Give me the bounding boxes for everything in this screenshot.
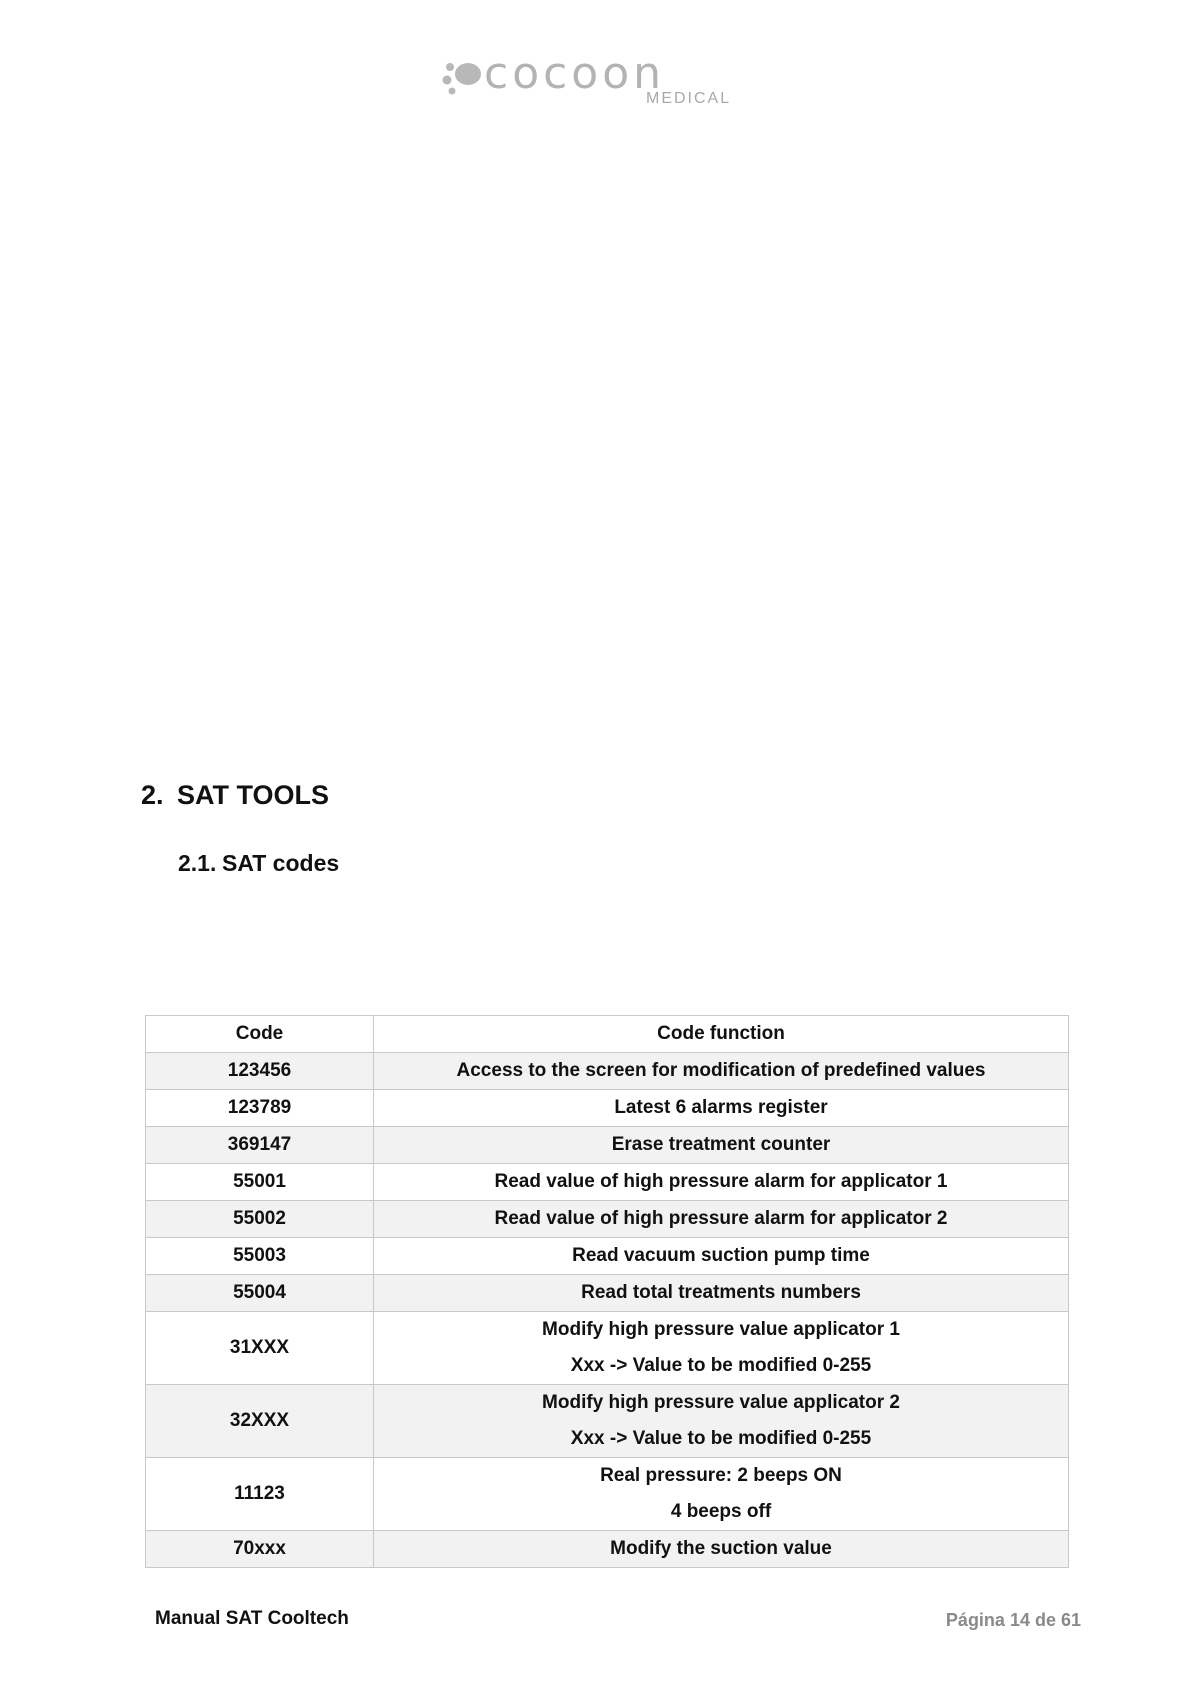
table-row [146,1458,1069,1531]
table-row [146,1127,1069,1164]
table-row [146,1090,1069,1127]
table-row [146,1531,1069,1568]
code-cell: 70xxx [146,1531,374,1568]
function-line: 4 beeps off [670,1501,772,1522]
function-line: Read value of high pressure alarm for applicator 2 [494,1208,948,1229]
logo-subtitle: MEDICAL [646,90,732,107]
code-cell: 369147 [146,1127,374,1164]
code-cell: 31XXX [146,1312,374,1385]
section-heading [141,780,329,811]
function-line: Real pressure: 2 beeps ON [600,1465,842,1486]
code-cell: 11123 [146,1458,374,1531]
function-line: Read vacuum suction pump time [572,1245,870,1266]
code-cell: 123789 [146,1090,374,1127]
logo-dots-icon [440,56,484,100]
function-cell [374,1275,1069,1312]
table-row [146,1238,1069,1275]
column-header-code-function: Code function [374,1016,1069,1053]
sat-codes-table [145,1015,1069,1568]
subsection-heading [178,850,339,877]
section-number: 2. [141,780,164,810]
function-cell [374,1238,1069,1275]
function-line: Read total treatments numbers [581,1282,861,1303]
table-row [146,1275,1069,1312]
subsection-title: SAT codes [222,850,340,876]
function-cell [374,1090,1069,1127]
function-cell [374,1531,1069,1568]
table-header-row [146,1016,1069,1053]
function-cell [374,1312,1069,1385]
cocoon-medical-logo [440,48,740,112]
function-line: Read value of high pressure alarm for applicator 1 [494,1171,948,1192]
code-cell: 123456 [146,1053,374,1090]
function-line: Xxx -> Value to be modified 0-255 [570,1428,872,1449]
table-row [146,1201,1069,1238]
function-line: Modify high pressure value applicator 1 [542,1319,900,1340]
code-cell: 55004 [146,1275,374,1312]
code-cell: 55003 [146,1238,374,1275]
subsection-number: 2.1. [178,850,217,876]
table-row [146,1053,1069,1090]
table-row [146,1385,1069,1458]
table-row [146,1164,1069,1201]
function-line: Modify the suction value [610,1538,832,1559]
function-cell [374,1201,1069,1238]
code-cell: 55002 [146,1201,374,1238]
column-header-code: Code [146,1016,374,1053]
function-line: Erase treatment counter [611,1134,831,1155]
table-row [146,1312,1069,1385]
footer-document-title: Manual SAT Cooltech [155,1608,349,1629]
function-cell [374,1385,1069,1458]
function-cell [374,1458,1069,1531]
footer-page-number: Página 14 de 61 [945,1610,1081,1630]
logo-brand: cocoon [484,48,666,99]
section-title: SAT TOOLS [177,780,330,810]
function-line: Latest 6 alarms register [614,1097,828,1118]
code-cell: 32XXX [146,1385,374,1458]
function-cell [374,1053,1069,1090]
function-cell [374,1127,1069,1164]
code-cell: 55001 [146,1164,374,1201]
function-line: Modify high pressure value applicator 2 [542,1392,900,1413]
function-line: Access to the screen for modification of predefined values [456,1060,986,1081]
function-cell [374,1164,1069,1201]
function-line: Xxx -> Value to be modified 0-255 [570,1355,872,1376]
